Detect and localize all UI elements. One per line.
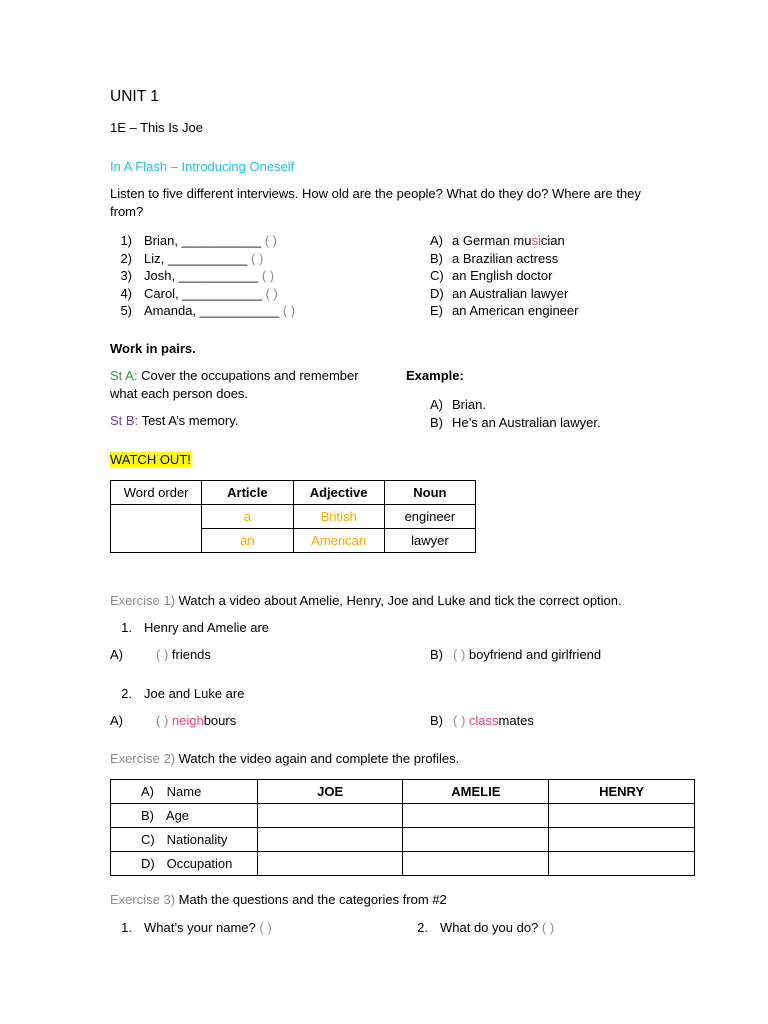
- st-a-line2: what each person does.: [110, 386, 249, 401]
- item-text: an English doctor: [452, 268, 553, 283]
- row-label: Occupation: [166, 856, 233, 871]
- answer-blank[interactable]: ( ): [261, 268, 275, 283]
- item-letter: C): [430, 268, 444, 283]
- table-row-label-cell: [111, 780, 258, 804]
- exercise1-text: Watch a video about Amelie, Henry, Joe and Luke and tick the correct option.: [175, 593, 622, 608]
- question-number: 1.: [121, 920, 132, 935]
- table-cell: engineer: [384, 505, 475, 529]
- word-order-table: [110, 480, 476, 553]
- list-item: [110, 232, 295, 250]
- list-item: [430, 285, 578, 303]
- question-text: Henry and Amelie are: [144, 620, 270, 635]
- table-header: AMELIE: [403, 780, 549, 804]
- table-row: [111, 828, 695, 852]
- question-number: 1.: [121, 620, 132, 635]
- table-cell: American: [293, 529, 384, 553]
- row-label: Age: [165, 808, 190, 823]
- item-letter: D): [430, 285, 444, 301]
- exercise2-text: Watch the video again and complete the profiles.: [175, 751, 460, 766]
- table-row: [111, 505, 476, 529]
- unit-title: UNIT 1: [110, 88, 159, 105]
- table-cell: British: [293, 505, 384, 529]
- highlighted-syllable: class: [465, 713, 499, 728]
- occupations-list: [430, 232, 578, 320]
- item-letter: A): [430, 233, 443, 248]
- exercise1-q2-option-a[interactable]: [110, 713, 236, 728]
- option-letter: B): [430, 647, 443, 662]
- item-text: a German mu: [452, 233, 532, 248]
- exercise1-question2: [110, 686, 244, 701]
- flash-instructions-line1: Listen to five different interviews. How old are the people? What do they do? Where are they: [110, 186, 641, 201]
- list-item: [430, 267, 578, 285]
- tick-box[interactable]: ( ): [156, 647, 169, 662]
- table-input-cell[interactable]: [257, 852, 403, 876]
- table-row-label-cell: [111, 828, 258, 852]
- item-number: 5): [120, 303, 132, 318]
- table-row: [111, 804, 695, 828]
- table-header: JOE: [257, 780, 403, 804]
- table-row-label-cell: [111, 804, 258, 828]
- watch-out-label: [110, 452, 191, 467]
- row-letter: A): [141, 784, 154, 799]
- st-a-text: Cover the occupations and remember: [137, 368, 359, 383]
- exercise1-question1: [110, 620, 269, 635]
- list-item: [110, 250, 295, 268]
- item-letter: E): [430, 303, 443, 318]
- item-text: a Brazilian actress: [452, 250, 559, 266]
- table-cell-empty: [111, 505, 202, 553]
- option-text: boyfriend and girlfriend: [465, 647, 602, 662]
- table-input-cell[interactable]: [403, 852, 549, 876]
- table-input-cell[interactable]: [549, 852, 695, 876]
- item-number: 4): [120, 285, 132, 301]
- table-header: Adjective: [293, 481, 384, 505]
- row-letter: D): [141, 856, 155, 871]
- st-a-line1: [110, 368, 359, 383]
- exercise1-q2-option-b[interactable]: [430, 713, 534, 728]
- exercise1-instruction: [110, 593, 622, 608]
- list-item: [430, 232, 578, 250]
- item-letter: B): [430, 414, 443, 430]
- list-item: [430, 250, 578, 268]
- table-header: Noun: [384, 481, 475, 505]
- exercise1-q1-option-b[interactable]: [430, 647, 601, 662]
- item-text: He’s an Australian lawyer.: [452, 414, 601, 430]
- table-input-cell[interactable]: [257, 804, 403, 828]
- row-letter: C): [141, 832, 155, 847]
- item-text: Josh, ___________: [144, 268, 259, 283]
- item-text: Liz, ___________: [144, 250, 248, 266]
- answer-blank[interactable]: ( ): [251, 250, 264, 266]
- answer-blank[interactable]: ( ): [265, 285, 278, 301]
- item-number: 1): [120, 233, 132, 248]
- question-number: 2.: [121, 686, 132, 701]
- list-item: [430, 396, 601, 414]
- item-text: an Australian lawyer: [452, 285, 569, 301]
- answer-blank[interactable]: ( ): [264, 233, 278, 248]
- question-text: What do you do?: [440, 920, 542, 935]
- tick-box[interactable]: ( ): [453, 713, 466, 728]
- st-b-line: [110, 413, 238, 428]
- answer-blank[interactable]: ( ): [541, 920, 555, 935]
- item-letter: A): [430, 397, 443, 412]
- st-a-label: St A:: [110, 368, 138, 383]
- highlighted-syllable: neigh: [168, 713, 204, 728]
- exercise2-instruction: [110, 751, 459, 766]
- table-header: Word order: [111, 481, 202, 505]
- table-row: [111, 852, 695, 876]
- option-letter: A): [110, 647, 123, 662]
- exercise1-label: Exercise 1): [110, 593, 176, 608]
- table-cell: a: [202, 505, 293, 529]
- row-letter: B): [141, 808, 154, 823]
- item-letter: B): [430, 250, 443, 266]
- item-text: Brian.: [452, 397, 486, 412]
- list-item: [110, 285, 295, 303]
- profiles-table: [110, 779, 695, 876]
- option-text: bours: [203, 713, 237, 728]
- flash-instructions-line2: from?: [110, 204, 144, 219]
- answer-blank[interactable]: ( ): [282, 303, 296, 318]
- table-input-cell[interactable]: [403, 828, 549, 852]
- st-b-label: St B:: [110, 413, 139, 428]
- option-letter: A): [110, 713, 123, 728]
- table-header: Article: [202, 481, 293, 505]
- tick-box[interactable]: ( ): [453, 647, 466, 662]
- answer-blank[interactable]: ( ): [259, 920, 272, 935]
- item-text: an American engineer: [452, 303, 579, 318]
- question-number: 2.: [417, 920, 428, 935]
- table-input-cell[interactable]: [403, 804, 549, 828]
- item-text: Brian, ___________: [144, 233, 262, 248]
- exercise3-question2: [406, 920, 554, 935]
- exercise3-question1: [110, 920, 272, 935]
- option-text: friends: [168, 647, 211, 662]
- table-header-row: [111, 481, 476, 505]
- list-item: [110, 302, 295, 320]
- lesson-title: 1E – This Is Joe: [110, 120, 203, 135]
- row-label: Nationality: [166, 832, 228, 847]
- flash-heading: In A Flash – Introducing Oneself: [110, 159, 295, 174]
- watch-out-text: WATCH OUT!: [110, 452, 191, 467]
- option-text: mates: [498, 713, 534, 728]
- table-header: HENRY: [549, 780, 695, 804]
- people-list: [110, 232, 295, 320]
- list-item: [110, 267, 295, 285]
- st-b-text: Test A’s memory.: [138, 413, 239, 428]
- example-list: [430, 396, 601, 431]
- question-text: What’s your name?: [144, 920, 260, 935]
- table-input-cell[interactable]: [257, 828, 403, 852]
- pairs-heading: Work in pairs.: [110, 341, 196, 356]
- question-text: Joe and Luke are: [144, 686, 245, 701]
- highlighted-syllable: si: [531, 233, 541, 248]
- exercise3-instruction: [110, 892, 447, 907]
- table-input-cell[interactable]: [549, 828, 695, 852]
- item-text-end: cian: [540, 233, 565, 248]
- table-header-row: [111, 780, 695, 804]
- exercise2-label: Exercise 2): [110, 751, 176, 766]
- table-input-cell[interactable]: [549, 804, 695, 828]
- row-label: Name: [166, 784, 202, 799]
- list-item: [430, 302, 578, 320]
- table-cell: lawyer: [384, 529, 475, 553]
- tick-box[interactable]: ( ): [156, 713, 169, 728]
- item-number: 2): [120, 250, 132, 266]
- item-text: Carol, ___________: [144, 285, 262, 301]
- exercise3-text: Math the questions and the categories from #2: [175, 892, 447, 907]
- table-cell: an: [202, 529, 293, 553]
- table-row-label-cell: [111, 852, 258, 876]
- exercise3-label: Exercise 3): [110, 892, 176, 907]
- exercise1-q1-option-a[interactable]: [110, 647, 211, 662]
- item-text: Amanda, ___________: [144, 303, 280, 318]
- example-heading: Example:: [406, 368, 464, 383]
- option-letter: B): [430, 713, 443, 728]
- list-item: [430, 414, 601, 432]
- item-number: 3): [120, 268, 132, 283]
